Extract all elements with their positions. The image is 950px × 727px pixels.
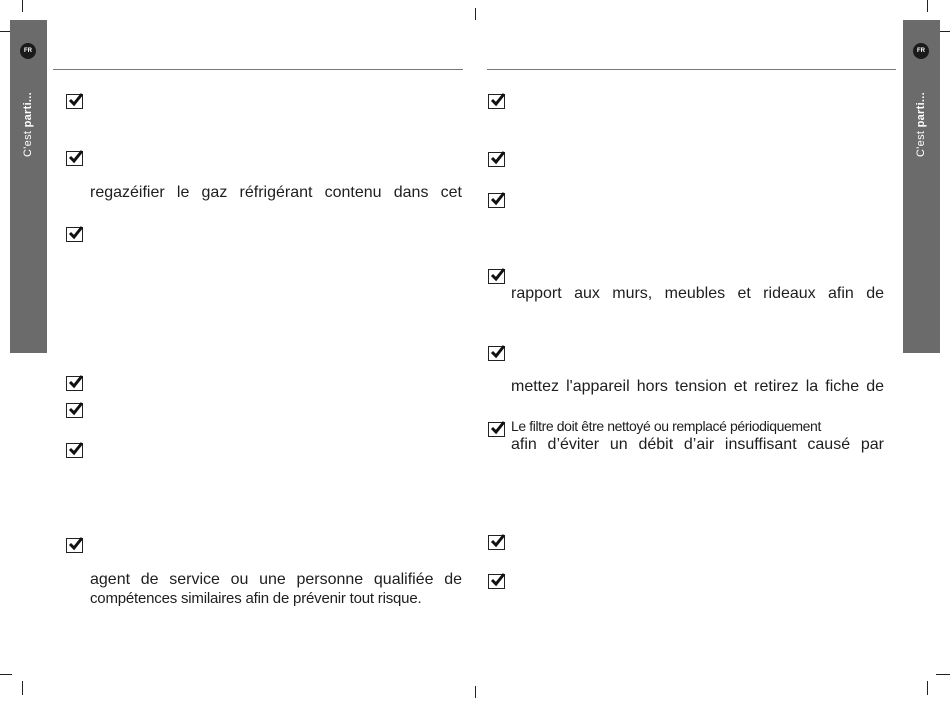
crop-mark (22, 681, 23, 695)
checkbox-checked-icon (488, 94, 505, 109)
checkbox-checked-icon (488, 269, 505, 284)
text-line: rapport aux murs, meubles et rideaux afin de (511, 285, 884, 302)
language-badge: FR (20, 43, 36, 59)
checkbox-checked-icon (66, 376, 83, 391)
checkbox-checked-icon (488, 152, 505, 167)
crop-mark (22, 0, 23, 12)
checkbox-checked-icon (66, 443, 83, 458)
side-tab-left (10, 20, 47, 353)
crop-mark (936, 674, 950, 675)
text-line: compétences similaires afin de prévenir tout risque. (90, 590, 422, 607)
crop-mark (927, 681, 928, 695)
text-line: Le filtre doit être nettoyé ou remplacé périodiquement (511, 418, 821, 434)
text-line: afin d’éviter un débit d’air insuffisant causé par (511, 436, 884, 453)
checkbox-checked-icon (66, 403, 83, 418)
text-line: agent de service ou une personne qualifiée de (90, 571, 462, 588)
checkbox-checked-icon (66, 538, 83, 553)
header-rule-right (487, 69, 896, 70)
crop-mark (475, 8, 476, 20)
crop-mark (927, 0, 928, 12)
header-rule-left (53, 69, 463, 70)
side-tab-label: C'est parti... (915, 92, 927, 157)
checkbox-checked-icon (488, 193, 505, 208)
checkbox-checked-icon (66, 94, 83, 109)
side-tab-label: C'est parti... (22, 92, 34, 157)
text-line: regazéifier le gaz réfrigérant contenu dans cet (90, 184, 462, 201)
checkbox-checked-icon (488, 574, 505, 589)
side-tab-right (903, 20, 940, 353)
checkbox-checked-icon (488, 346, 505, 361)
crop-mark (475, 686, 476, 698)
crop-mark (0, 674, 12, 675)
text-line: mettez l'appareil hors tension et retirez la fiche de (511, 378, 884, 395)
checkbox-checked-icon (66, 151, 83, 166)
checkbox-checked-icon (488, 535, 505, 550)
language-badge: FR (913, 43, 929, 59)
checkbox-checked-icon (66, 227, 83, 242)
checkbox-checked-icon (488, 422, 505, 437)
